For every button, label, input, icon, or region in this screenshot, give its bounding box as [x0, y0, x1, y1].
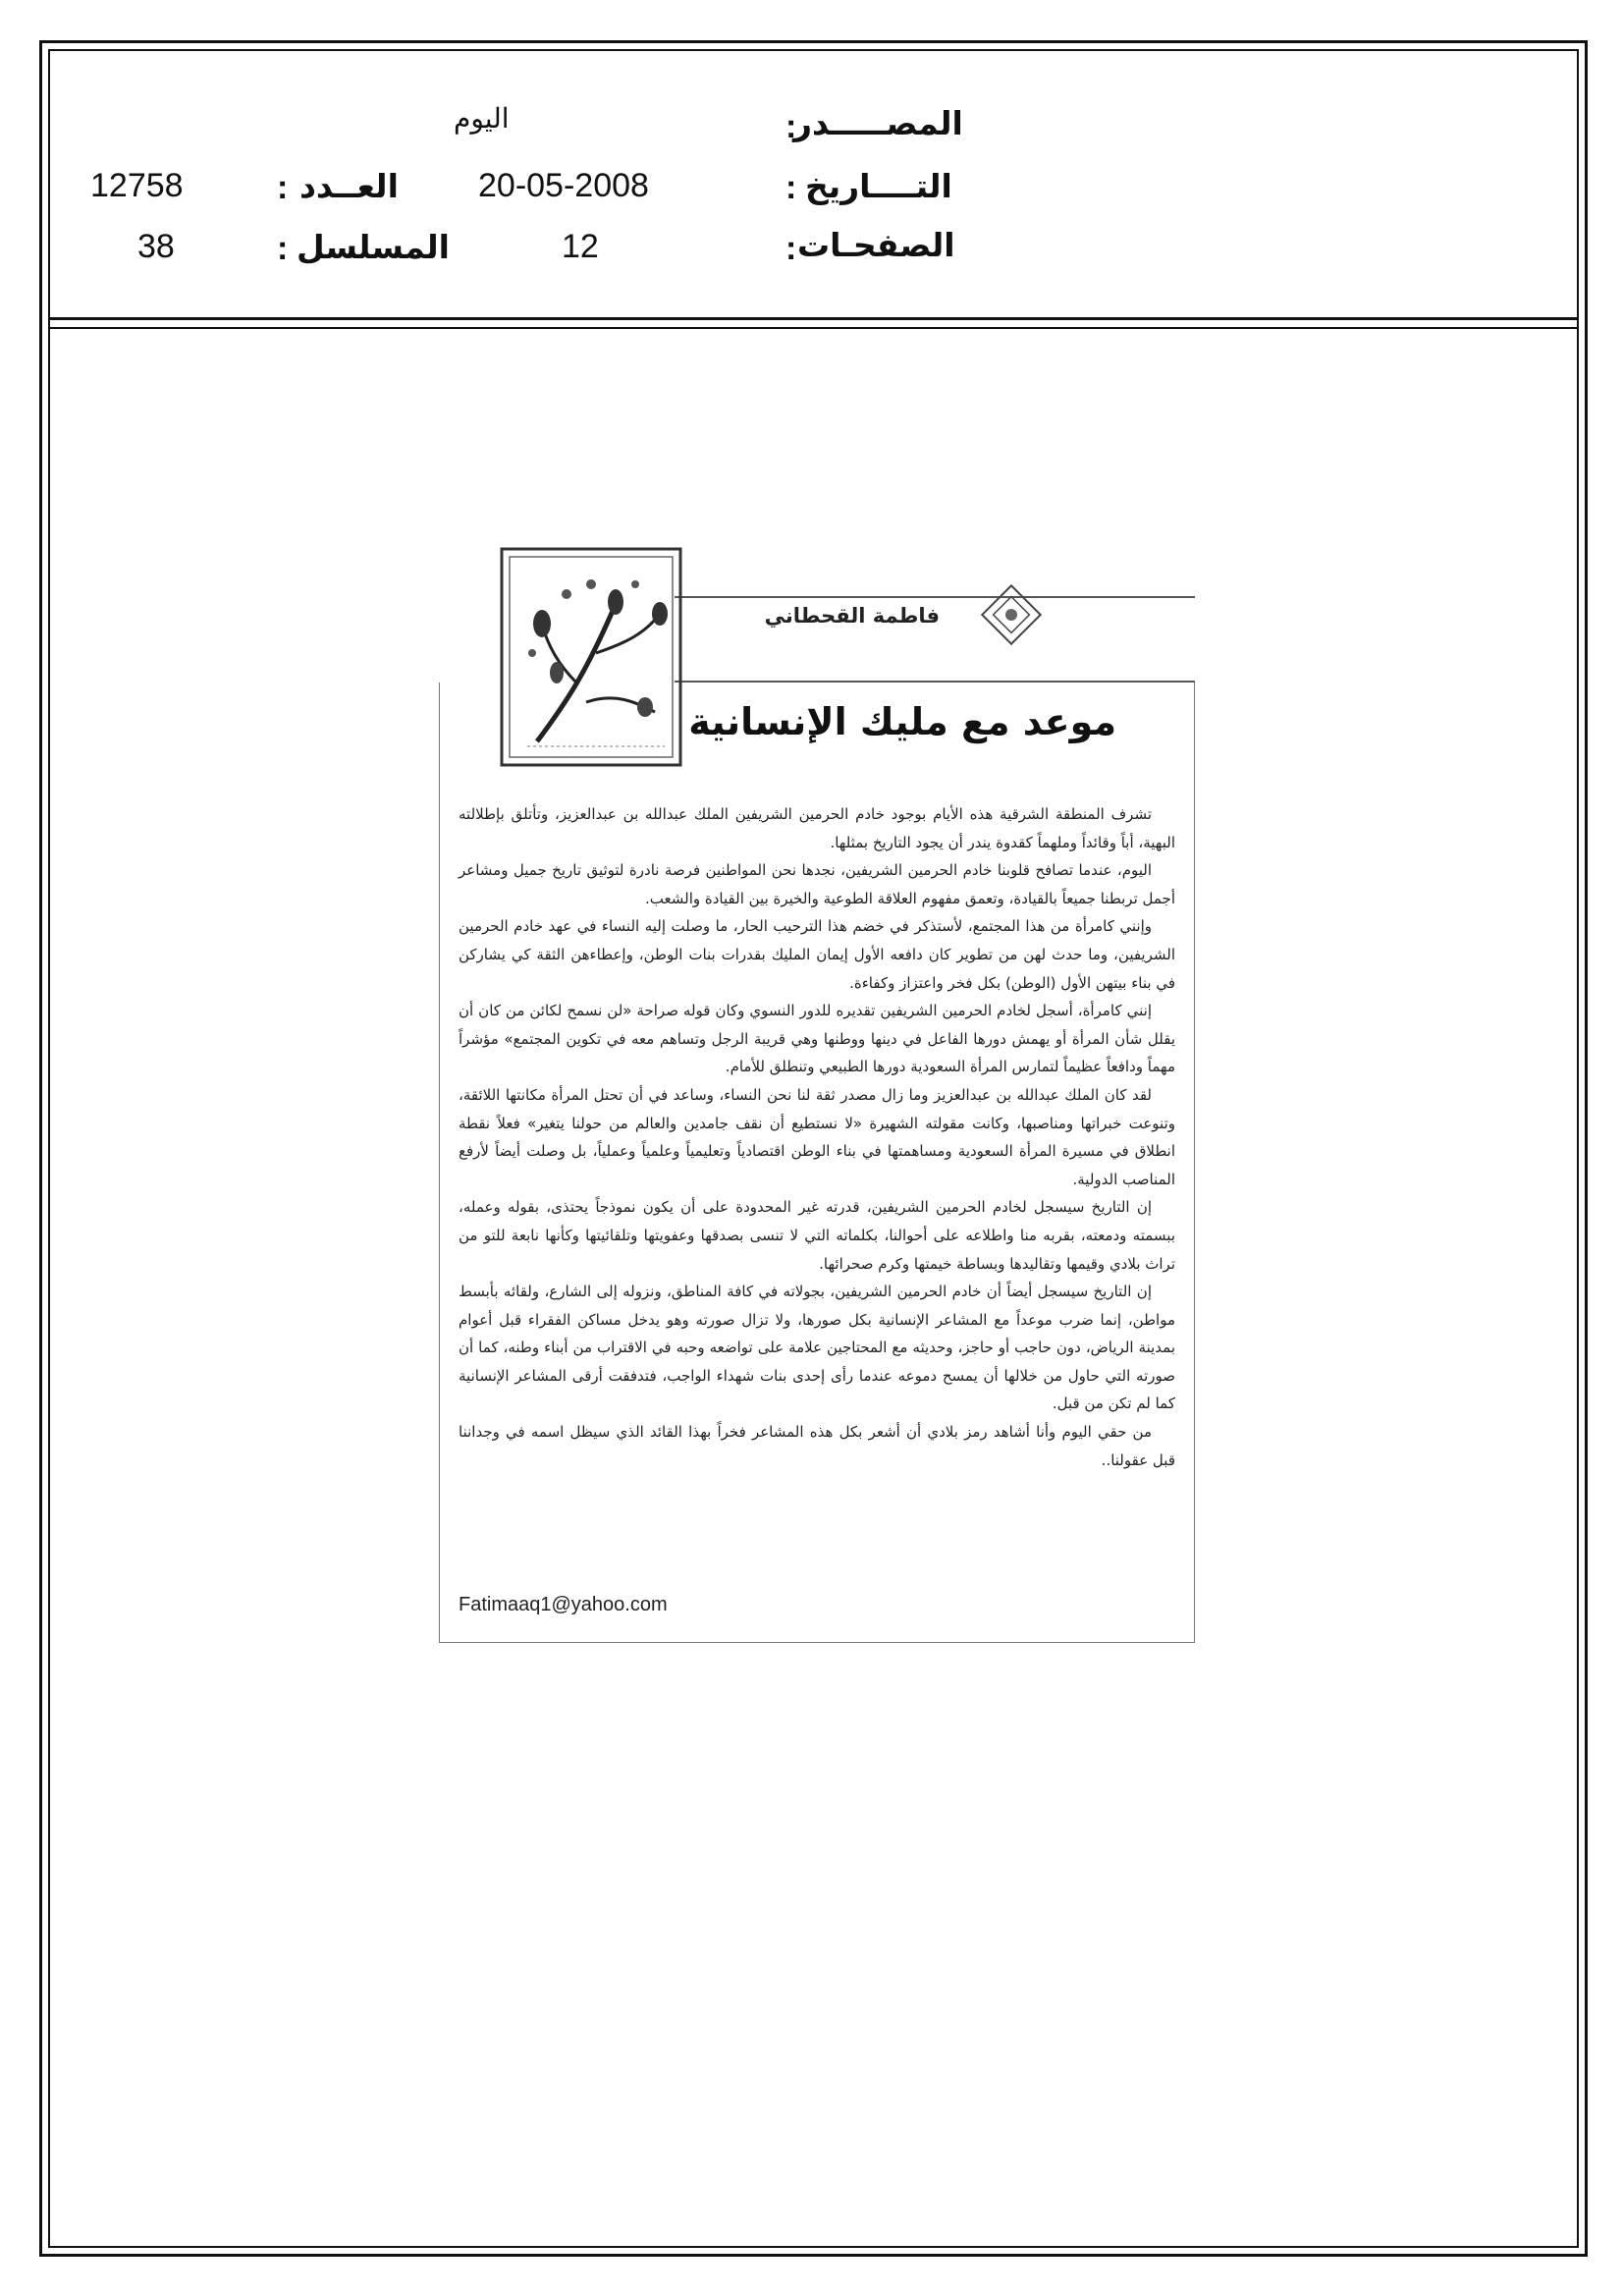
article-body	[459, 800, 1175, 1474]
date-colon: :	[785, 169, 797, 206]
serial-value: 38	[137, 228, 175, 265]
tree-illustration-icon	[498, 545, 684, 769]
article-paragraph: إنني كامرأة، أسجل لخادم الحرمين الشريفين تقديره للدور النسوي وكان قوله صراحة «لن نسمح لكائن من كان أن يقلل شأن المرأة أو يهمش دورها الفاعل في دينها ووطنها وهي قريبة الرجل وتساهم معه في تكوين المجتمع» مؤشراً مهماً ودافعاً عظيماً لتمارس المرأة السعودية دورها الطبيعي وتنطلق للأمام.	[459, 1002, 1175, 1076]
article-title: موعد مع مليك الإنسانية	[688, 700, 1116, 743]
date-value: 20-05-2008	[478, 167, 649, 204]
article-paragraph: اليوم، عندما تصافح قلوبنا خادم الحرمين الشريفين، نجدها نحن المواطنين فرصة نادرة لتوثيق تاريخ جميل ومشاعر أجمل تربطنا جميعاً بالقيادة، وتعمق مفهوم العلاقة الطوعية والخيرة بين القيادة والشعب.	[459, 861, 1175, 907]
issue-label: العــدد	[299, 167, 399, 205]
issue-colon: :	[277, 169, 289, 206]
article-paragraph: إن التاريخ سيسجل لخادم الحرمين الشريفين، قدرته غير المحدودة على أن يكون نموذجاً يحتذى، بقوله وعمله، ببسمته ودمعته، بقربه منا واطلاعه على أحوالنا، بكلماته التي لا تنسى بصدقها وعفويتها وتلقائيتها وكأنها نابعة للتو من تراث بلادي وقيمها وتقاليدها وبساطة خيمتها وكرم صحرائها.	[459, 1198, 1175, 1273]
author-byline: فاطمة القحطاني	[764, 604, 940, 628]
pages-colon: :	[785, 230, 797, 267]
source-label: المصـــــدر	[793, 104, 963, 142]
article-paragraph: لقد كان الملك عبدالله بن عبدالعزيز وما زال مصدر ثقة لنا نحن النساء، وساعد في أن تحتل المرأة مكانتها اللائقة، وتنوعت خبراتها ومناصبها، وكانت مقولته الشهيرة «لا نستطيع أن نقف جامدين والعالم من حولنا يتغير» فعلاً نقطة انطلاق في مسيرة المرأة السعودية ومساهمتها في بناء الوطن اقتصادياً وتعليمياً وعلمياً وعملياً، بل وصلت أيضاً لأرفع المناصب الدولية.	[459, 1085, 1175, 1188]
serial-label: المسلسل	[297, 228, 450, 266]
issue-value: 12758	[90, 167, 184, 204]
diamond-emblem-icon	[977, 580, 1046, 649]
article-paragraph: إن التاريخ سيسجل أيضاً أن خادم الحرمين الشريفين، بجولاته في كافة المناطق، ونزوله إلى الشارع، ولقائه بأبسط مواطن، إنما ضرب موعداً مع المشاعر الإنسانية بكل صورها، ولا تزال صورته وهو يدخل مساكن الفقراء قبل أعوام بمدينة الرياض، دون حاجب أو حاجز، وحديثه مع المحتاجين علامة على تواضعه وحبه في الاقتراب من أبناء وطنه، كما أن صورته التي حاول من خلالها أن يمسح دموعه عندما رأى إحدى بنات شهداء الواجب، فتدفقت أرقى المشاعر الإنسانية كما لم تكن من قبل.	[459, 1283, 1175, 1413]
date-label: التــــاريخ	[805, 167, 952, 205]
header-divider-inner	[48, 327, 1579, 329]
source-value: اليوم	[454, 103, 510, 134]
source-colon: :	[785, 108, 797, 145]
header-divider	[48, 317, 1579, 320]
pages-label: الصفحـات	[797, 226, 955, 264]
article-paragraph: من حقي اليوم وأنا أشاهد رمز بلادي أن أشعر بكل هذه المشاعر فخراً بهذا القائد الذي سيظل اسمه في وجداننا قبل عقولنا..	[459, 1423, 1175, 1469]
author-email: Fatimaaq1@yahoo.com	[459, 1594, 668, 1615]
article-paragraph: وإنني كامرأة من هذا المجتمع، لأستذكر في خضم هذا الترحيب الحار، ما وصلت إليه النساء في عهد خادم الحرمين الشريفين، وما حدث لهن من تطوير كان دافعه الأول إيمان المليك بقدرات بنات الوطن، وإعطاءهن الثقة كي يشاركن في بناء بيتهن الأول (الوطن) بكل فخر واعتزاز وكفاءة.	[459, 917, 1175, 992]
article-paragraph: تشرف المنطقة الشرقية هذه الأيام بوجود خادم الحرمين الشريفين الملك عبدالله بن عبدالعزيز، وتأتلق بإطلالته البهية، أباً وقائداً وملهماً كقدوة يندر أن يجود التاريخ بمثلها.	[459, 805, 1175, 851]
newspaper-clipping	[439, 545, 1195, 1645]
serial-colon: :	[277, 230, 289, 267]
pages-value: 12	[562, 228, 599, 265]
